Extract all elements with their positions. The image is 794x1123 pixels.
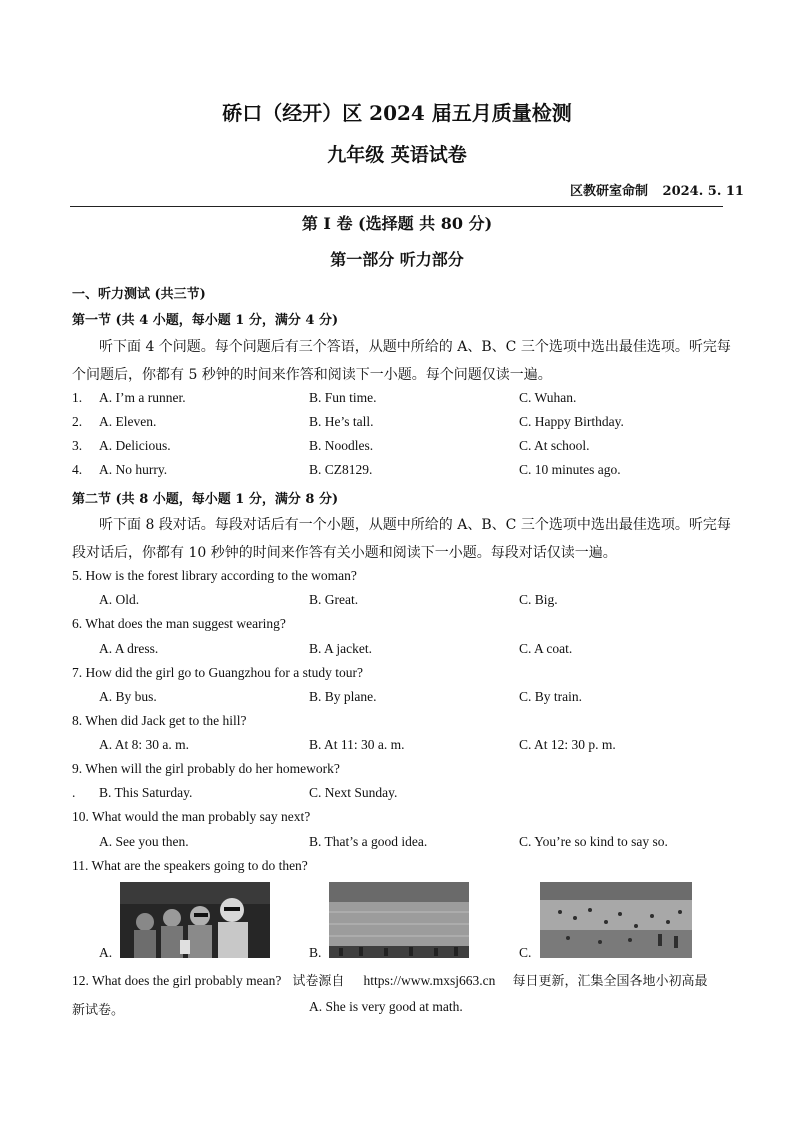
question-8: 8. When did Jack get to the hill? [72,713,247,728]
sec-a-heading: 第一节 (共 4 小题，每小题 1 分，满分 4 分) [72,313,339,328]
question-number: 4. [72,462,83,477]
option-c[interactable]: C. Big. [519,592,558,607]
sec-b-heading: 第二节 (共 8 小题，每小题 1 分，满分 8 分) [72,492,339,507]
question-number: 2. [72,414,83,429]
option-b[interactable]: B. That’s a good idea. [309,834,428,849]
promo-text-2: 每日更新，汇集全国各地小初高最 [512,974,708,989]
question-9: 9. When will the girl probably do her homework? [72,761,340,776]
question-number: 1. [72,390,83,405]
question-7: 7. How did the girl go to Guangzhou for a study tour? [72,665,363,680]
option-c[interactable]: C. Wuhan. [519,390,577,405]
question-5: 5. How is the forest library according to the woman? [72,568,357,583]
option-a[interactable]: A. See you then. [99,834,189,849]
option-b[interactable]: B. Fun time. [309,390,377,405]
sec-a-instruction-1: 听下面 4 个问题。每个问题后有三个答语，从题中所给的 A、B、C 三个选项中选出最佳选项。听完每 [99,339,731,355]
option-a[interactable]: A. By bus. [99,689,157,704]
option-c[interactable]: C. Next Sunday. [309,785,398,800]
header-divider [70,206,723,207]
option-a[interactable]: A. Eleven. [99,414,157,429]
question-11: 11. What are the speakers going to do then? [72,858,308,873]
exam-date: 2024. 5. 11 [662,184,744,199]
question-number: 3. [72,438,83,453]
option-a[interactable]: A. At 8: 30 a. m. [99,737,189,752]
question-10: 10. What would the man probably say next? [72,809,311,824]
part-heading: 第一部分 听力部分 [330,250,464,269]
option-a[interactable]: A. She is very good at math. [309,999,463,1014]
exam-title: 硚口（经开）区 2024 届五月质量检测 [222,101,572,125]
option-b[interactable]: B. A jacket. [309,641,372,656]
exam-meta [570,180,744,199]
option-a[interactable]: A. [99,945,113,960]
option-a[interactable]: A. Old. [99,592,140,607]
stadium-photo[interactable] [329,882,469,958]
option-c[interactable]: C. A coat. [519,641,573,656]
option-c[interactable]: C. [519,945,532,960]
option-b[interactable]: B. By plane. [309,689,377,704]
option-a[interactable]: A. Delicious. [99,438,171,453]
option-a[interactable]: A. A dress. [99,641,159,656]
option-c[interactable]: C. By train. [519,689,582,704]
promo-text: 试卷源自 [292,974,345,989]
option-b[interactable]: B. This Saturday. [99,785,193,800]
section-heading: 一、听力测试 (共三节) [72,287,206,302]
promo-text-3: 新试卷。 [72,1003,125,1018]
promo-link[interactable]: https://www.mxsj663.cn [363,973,496,988]
sec-a-instruction-2: 个问题后，你都有 5 秒钟的时间来作答和阅读下一小题。每个问题仅读一遍。 [72,367,552,383]
question-6: 6. What does the man suggest wearing? [72,616,286,631]
sec-b-instruction-2: 段对话后，你都有 10 秒钟的时间来作答有关小题和阅读下一小题。每段对话仅读一遍。 [72,545,617,561]
option-c[interactable]: C. Happy Birthday. [519,414,624,429]
option-c[interactable]: C. 10 minutes ago. [519,462,621,477]
sec-b-instruction-1: 听下面 8 段对话。每段对话后有一个小题，从题中所给的 A、B、C 三个选项中选出最佳选项。听完每 [99,517,731,533]
option-c[interactable]: C. You’re so kind to say so. [519,834,668,849]
question-12 [72,970,708,989]
option-b[interactable]: B. Great. [309,592,359,607]
exam-subtitle: 九年级 英语试卷 [327,144,467,166]
option-b[interactable]: B. Noodles. [309,438,374,453]
stray-dot: . [72,785,76,800]
author-label: 区教研室命制 [570,184,649,199]
option-c[interactable]: C. At 12: 30 p. m. [519,737,616,752]
option-a[interactable]: A. No hurry. [99,462,168,477]
option-a[interactable]: A. I’m a runner. [99,390,186,405]
option-b[interactable]: B. CZ8129. [309,462,373,477]
beach-photo[interactable] [540,882,692,958]
option-c[interactable]: C. At school. [519,438,590,453]
cinema-photo[interactable] [120,882,270,958]
option-b[interactable]: B. He’s tall. [309,414,374,429]
question-12-text: 12. What does the girl probably mean? [72,973,282,988]
option-b[interactable]: B. [309,945,322,960]
option-b[interactable]: B. At 11: 30 a. m. [309,737,405,752]
volume-heading: 第 I 卷 (选择题 共 80 分) [301,214,493,233]
